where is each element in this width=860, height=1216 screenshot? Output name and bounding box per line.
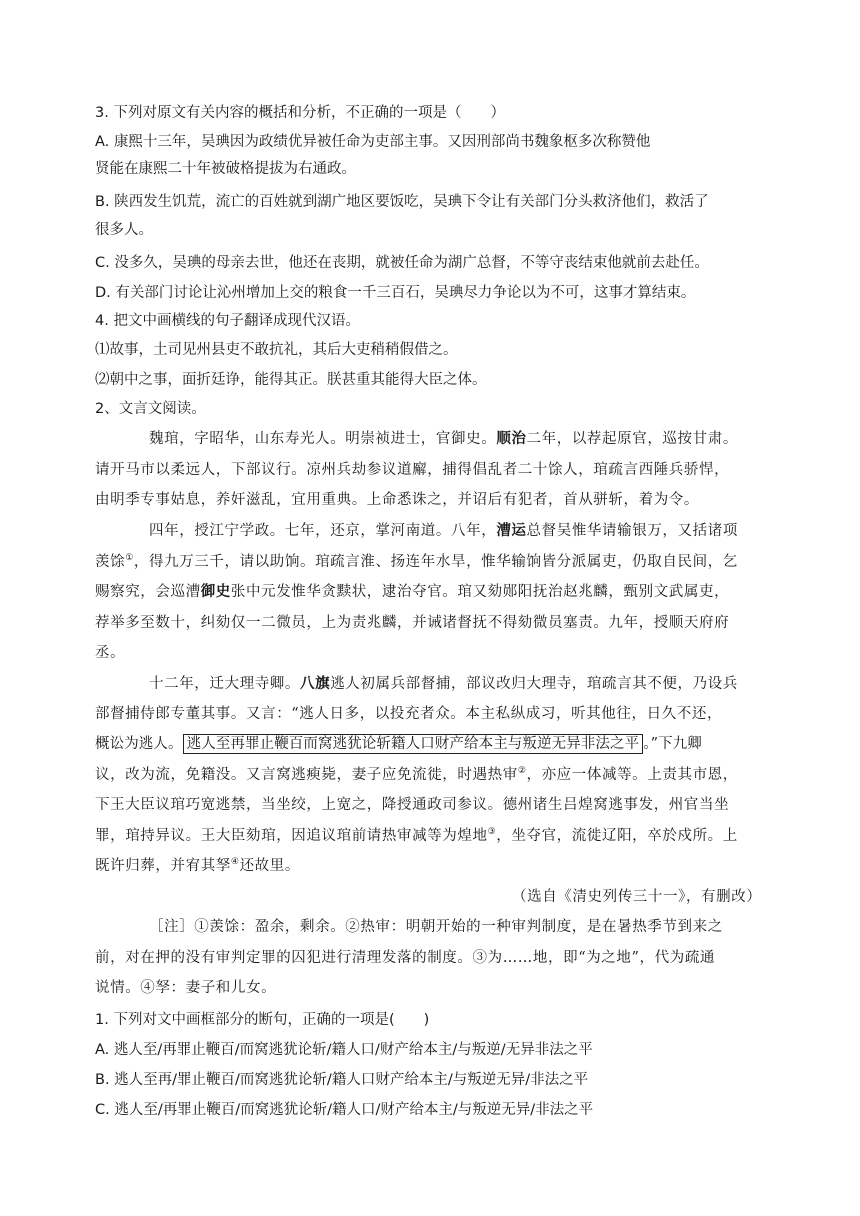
- q3-option-d: D. 有关部门讨论让沁州增加上交的粮食一千三百石，吴琠尽力争论以为不可，这事才算结束。: [95, 285, 696, 301]
- notes-line3: 说情。④孥：妻子和儿女。: [95, 980, 277, 996]
- source-citation: （选自《清史列传三十一》，有删改）: [512, 889, 762, 905]
- notes-line2: 前，对在押的没有审判定罪的囚犯进行清理发落的制度。③为……地，即“为之地”，代为疏通: [95, 950, 716, 966]
- footnote-marker: ①: [125, 553, 134, 564]
- q4-item-2: ⑵朝中之事，面折廷诤，能得其正。朕甚重其能得大臣之体。: [95, 372, 487, 388]
- footnote-marker: ③: [487, 827, 497, 838]
- passage-p1-line3: 由明季专事姑息，养奸滋乱，宜用重典。上命悉诛之，并诏后有犯者，首从骈斩，着为令。: [95, 492, 699, 508]
- section-heading: 2、文言文阅读。: [95, 401, 206, 417]
- footnote-marker: ④: [230, 857, 240, 868]
- boxed-sentence: 逃人至再罪止鞭百而窝逃犹论斩籍人口财产给本主与叛逆无异非法之平: [183, 734, 644, 754]
- q1-option-b: B. 逃人至再/罪止鞭百/而窝逃犹论斩/籍人口财产给本主/与叛逆无异/非法之平: [95, 1072, 589, 1088]
- q3-stem: 3. 下列对原文有关内容的概括和分析，不正确的一项是（ ）: [95, 105, 505, 121]
- passage-p2-line2: 羡馀①，得九万三千，请以助饷。琯疏言淮、扬连年水旱，惟华输饷皆分派属吏，仍取自民间，乞: [95, 553, 738, 570]
- passage-p3-line3: 概讼为逃人。 逃人至再罪止鞭百而窝逃犹论斩籍人口财产给本主与叛逆无异非法之平 。”下九卿: [95, 736, 702, 752]
- footnote-marker: ②: [517, 766, 527, 777]
- passage-p1-line2: 请开马市以柔远人，下部议行。凉州兵劫参议道廨，捕得倡乱者二十馀人，琯疏言西陲兵骄悍，: [95, 462, 730, 478]
- passage-p3-line5: 下王大臣议琯巧宽逃禁，当坐绞，上宽之，降授通政司参议。德州诸生吕煌窝逃事发，州官当坐: [95, 797, 730, 813]
- q3-option-a: A. 康熙十三年，吴琠因为政绩优异被任命为吏部主事。又因刑部尚书魏象枢多次称赞他: [95, 134, 651, 150]
- q4-item-1: ⑴故事，土司见州县吏不敢抗礼，其后大吏稍稍假借之。: [95, 342, 458, 358]
- q3-option-a-cont: 贤能在康熙二十年被破格提拔为右通政。: [95, 161, 356, 177]
- passage-p2-line4: 荐举多至数十，纠劾仅一二微员，上为责兆麟，并诫诸督抚不得劾微员塞责。九年，授顺天府府: [95, 615, 730, 631]
- q3-option-c: C. 没多久，吴琠的母亲去世，他还在丧期，就被任命为湖广总督，不等守丧结束他就前去赴任。: [95, 255, 709, 271]
- q4-stem: 4. 把文中画横线的句子翻译成现代汉语。: [95, 313, 360, 329]
- passage-p2-line5: 丞。: [95, 645, 126, 661]
- passage-p3-line6: 罪，琯持异议。王大臣劾琯，因追议琯前请热审减等为煌地③，坐夺官，流徙辽阳，卒於戍所。上: [95, 827, 738, 844]
- q3-option-b: B. 陕西发生饥荒，流亡的百姓就到湖广地区要饭吃，吴琠下令让有关部门分头救济他们，救活了: [95, 194, 709, 210]
- passage-p2-line3: 赐察究，会巡漕御史张中元发惟华贪黩状，逮治夺官。琯又劾郧阳抚治赵兆麟，甄别文武属吏，: [95, 583, 730, 600]
- q1-stem: 1. 下列对文中画框部分的断句，正确的一项是( ): [95, 1012, 430, 1028]
- passage-p1-line1: 魏琯，字昭华，山东寿光人。明崇祯进士，官御史。顺治二年，以荐起原官，巡按甘肃。: [149, 430, 738, 447]
- passage-p3-line2: 部督捕侍郎专董其事。又言：“逃人日多，以投充者众。本主私纵成习，听其他往，日久不还，: [95, 706, 723, 722]
- passage-p3-line4: 议，改为流，免籍没。又言窝逃瘐毙，妻子应免流徙，时遇热审②，亦应一体减等。上责其市恩，: [95, 766, 738, 783]
- q3-option-b-cont: 很多人。: [95, 222, 153, 238]
- notes-line1: ［注］①羡馀：盈余，剩余。②热审：明朝开始的一种审判制度，是在暑热季节到来之: [149, 919, 723, 935]
- passage-p2-line1: 四年，授江宁学政。七年，还京，掌河南道。八年，漕运总督吴惟华请输银万，又括诸项: [149, 522, 738, 539]
- passage-p3-line1: 十二年，迁大理寺卿。八旗逃人初属兵部督捕，部议改归大理寺，琯疏言其不便，乃设兵: [149, 675, 738, 692]
- passage-p3-line7: 既许归葬，并宥其孥④还故里。: [95, 857, 300, 874]
- q1-option-a: A. 逃人至/再罪止鞭百/而窝逃犹论斩/籍人口/财产给本主/与叛逆/无异非法之平: [95, 1042, 593, 1058]
- q1-option-c: C. 逃人至/再罪止鞭百/而窝逃犹论斩/籍人口/财产给本主/与叛逆无异/非法之平: [95, 1102, 594, 1118]
